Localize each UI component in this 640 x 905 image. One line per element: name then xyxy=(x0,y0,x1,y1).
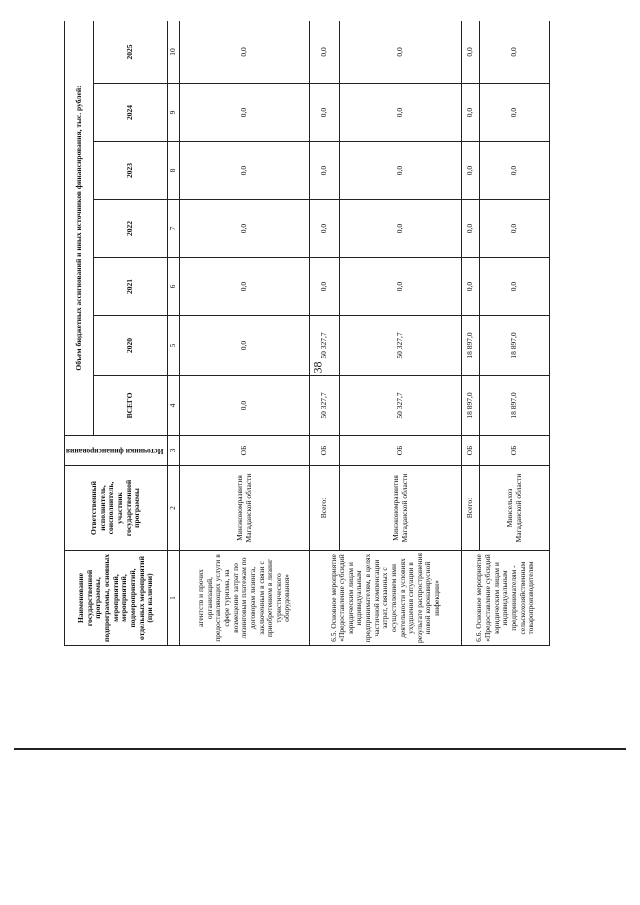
header-source xyxy=(65,436,168,466)
header-source-label: Источники финансирования xyxy=(66,446,164,456)
row-value-2024: 0,0 xyxy=(480,84,550,142)
row-value-2020: 18 897,0 xyxy=(480,316,550,376)
row-value-2025: 0,0 xyxy=(480,21,550,84)
row-value-2024: 0,0 xyxy=(180,84,310,142)
row-source: ОБ xyxy=(462,436,480,466)
header-year-2020: 2020 xyxy=(94,316,168,376)
row-total: 50 327,7 xyxy=(310,376,340,436)
header-responsible: Ответственный исполнитель, соисполнитель, участник государственной программы xyxy=(65,466,168,551)
row-value-2025: 0,0 xyxy=(180,21,310,84)
header-year-2021: 2021 xyxy=(94,258,168,316)
row-value-2020: 18 897,0 xyxy=(462,316,480,376)
row-value-2023: 0,0 xyxy=(310,142,340,200)
row-value-2024: 0,0 xyxy=(462,84,480,142)
table-row xyxy=(462,21,480,646)
row-value-2022: 0,0 xyxy=(340,200,462,258)
row-value-2025: 0,0 xyxy=(310,21,340,84)
row-value-2021: 0,0 xyxy=(462,258,480,316)
col-number: 1 xyxy=(168,551,180,646)
table-row xyxy=(180,21,310,646)
row-value-2021: 0,0 xyxy=(480,258,550,316)
rotated-table-content xyxy=(64,21,624,646)
col-number: 5 xyxy=(168,316,180,376)
row-value-2023: 0,0 xyxy=(462,142,480,200)
row-value-2023: 0,0 xyxy=(180,142,310,200)
rotated-table-wrapper xyxy=(64,21,624,646)
col-number: 7 xyxy=(168,200,180,258)
page-number: 38 xyxy=(310,361,325,374)
col-number: 8 xyxy=(168,142,180,200)
col-number: 2 xyxy=(168,466,180,551)
row-value-2022: 0,0 xyxy=(462,200,480,258)
row-value-2020: 50 327,7 xyxy=(310,316,340,376)
row-responsible: Всего: xyxy=(462,466,480,551)
row-responsible: Всего: xyxy=(310,466,340,551)
row-value-2024: 0,0 xyxy=(340,84,462,142)
row-responsible: Минсельхоз Магаданской области xyxy=(480,466,550,551)
table-row xyxy=(310,21,340,646)
row-value-2020: 0,0 xyxy=(180,316,310,376)
col-number: 10 xyxy=(168,21,180,84)
col-number: 3 xyxy=(168,436,180,466)
row-value-2020: 50 327,7 xyxy=(340,316,462,376)
col-number: 9 xyxy=(168,84,180,142)
financing-table xyxy=(64,21,550,646)
row-name: 6.6. Основное мероприятие «Предоставление субсидий юридическим лицам и индивидуальным предпринимателям - сельскохозяйственным товаропроизводителям xyxy=(462,551,550,646)
row-value-2023: 0,0 xyxy=(480,142,550,200)
row-value-2021: 0,0 xyxy=(180,258,310,316)
row-value-2025: 0,0 xyxy=(462,21,480,84)
row-value-2022: 0,0 xyxy=(180,200,310,258)
header-year-2022: 2022 xyxy=(94,200,168,258)
row-value-2023: 0,0 xyxy=(340,142,462,200)
row-name: 6.5. Основное мероприятие «Предоставление субсидий юридическим лицам и индивидуальным предпринимателям, в целях частичной компенсации затрат, связанных с осуществлением ими деятельности в условиях ухудшения ситуации в результате распространения новой коронавирусной инфекции» xyxy=(310,551,462,646)
col-number: 6 xyxy=(168,258,180,316)
row-total: 50 327,7 xyxy=(340,376,462,436)
header-year-2023: 2023 xyxy=(94,142,168,200)
header-year-2025: 2025 xyxy=(94,21,168,84)
row-responsible: Минэкономразвития Магаданской области xyxy=(340,466,462,551)
row-value-2024: 0,0 xyxy=(310,84,340,142)
header-volume: Объем бюджетных ассигнований и иных источников финансирования, тыс. рублей: xyxy=(65,21,94,436)
row-name: агентств и прочих организаций, предоставляющих услуги в сфере туризма, на возмещение затрат по лизинговым платежам по договорам лизинга, заключенным в связи с приобретением в лизинг туристического оборудования» xyxy=(180,551,310,646)
row-source: ОБ xyxy=(180,436,310,466)
row-total: 18 897,0 xyxy=(480,376,550,436)
row-source: ОБ xyxy=(480,436,550,466)
row-total: 0,0 xyxy=(180,376,310,436)
row-value-2022: 0,0 xyxy=(310,200,340,258)
scan-edge-divider xyxy=(14,748,626,750)
row-responsible: Минэкономразвития Магаданской области xyxy=(180,466,310,551)
header-total: ВСЕГО xyxy=(94,376,168,436)
row-source: ОБ xyxy=(340,436,462,466)
row-total: 18 897,0 xyxy=(462,376,480,436)
header-name: Наименование государственной программы, подпрограммы, основных мероприятий, мероприятий, подмероприятий, отдельных мероприятий (при наличии) xyxy=(65,551,168,646)
row-value-2025: 0,0 xyxy=(340,21,462,84)
row-value-2022: 0,0 xyxy=(480,200,550,258)
header-year-2024: 2024 xyxy=(94,84,168,142)
row-source: ОБ xyxy=(310,436,340,466)
row-value-2021: 0,0 xyxy=(310,258,340,316)
row-value-2021: 0,0 xyxy=(340,258,462,316)
col-number: 4 xyxy=(168,376,180,436)
